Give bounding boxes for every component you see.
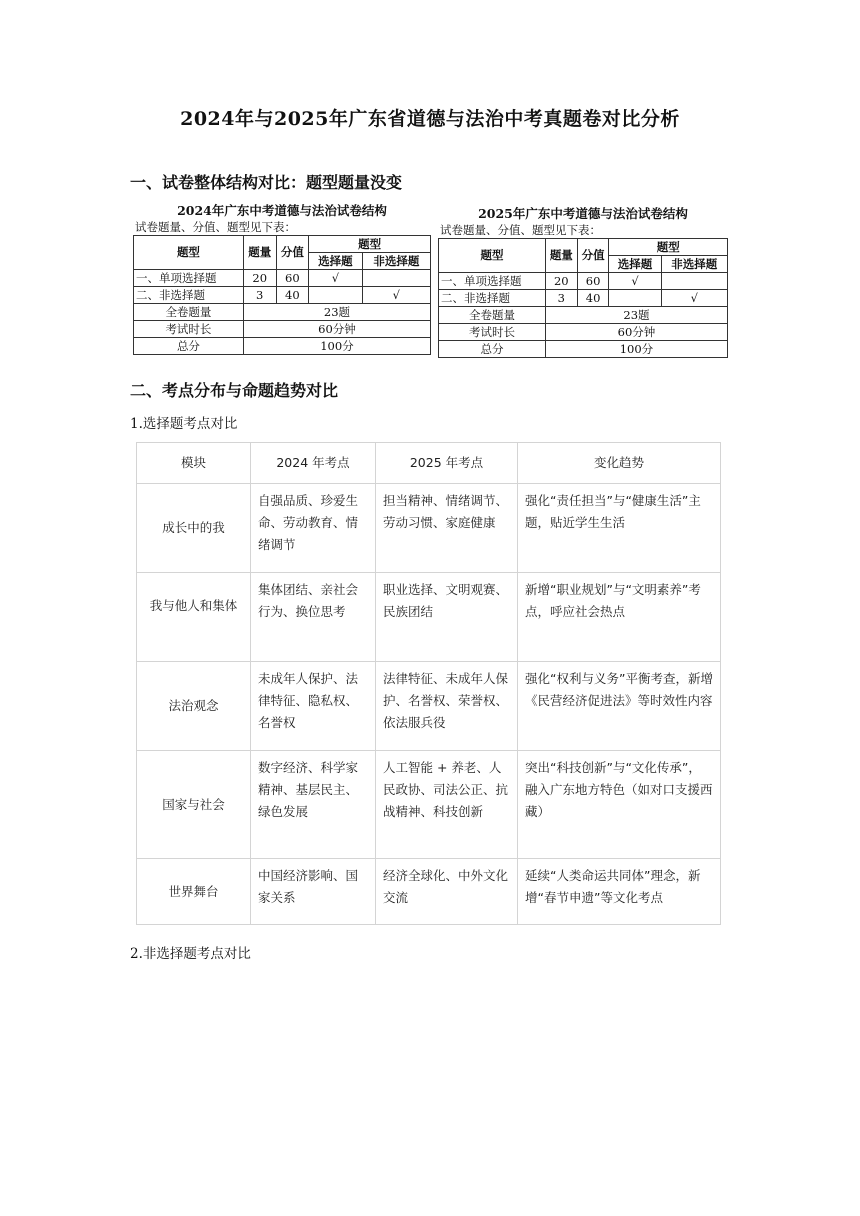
structure-title: 2024年广东中考道德与法治试卷结构 [177, 203, 387, 218]
points-2024-cell: 数字经济、科学家精神、基层民主、绿色发展 [251, 751, 376, 859]
col-group: 题型 [309, 236, 431, 253]
structure-note: 试卷题量、分值、题型见下表： [135, 220, 296, 234]
col-type: 题型 [439, 239, 546, 273]
row-count: 20 [243, 270, 276, 287]
points-2025-cell: 担当精神、情绪调节、劳动习惯、家庭健康 [376, 484, 518, 573]
module-cell: 世界舞台 [137, 859, 251, 925]
score-value: 100分 [243, 338, 430, 355]
section-heading-distribution: 二、考点分布与命题趋势对比 [130, 381, 339, 400]
table-row [439, 290, 728, 307]
structure-2025 [438, 205, 728, 358]
time-label: 考试时长 [134, 321, 244, 338]
points-2024-cell: 未成年人保护、法律特征、隐私权、名誉权 [251, 662, 376, 751]
total-value: 23题 [545, 307, 727, 324]
header-module: 模块 [137, 443, 251, 484]
col-choice: 选择题 [609, 256, 661, 273]
row-score: 40 [577, 290, 609, 307]
trend-cell: 延续“人类命运共同体”理念，新增“春节申遗”等文化考点 [518, 859, 721, 925]
row-name: 一、单项选择题 [439, 273, 546, 290]
row-choice: √ [309, 270, 362, 287]
time-value: 60分钟 [545, 324, 727, 341]
points-2024-cell: 自强品质、珍爱生命、劳动教育、情绪调节 [251, 484, 376, 573]
row-choice [609, 290, 661, 307]
row-score: 60 [577, 273, 609, 290]
row-nonchoice: √ [362, 287, 430, 304]
structure-2024 [133, 202, 431, 355]
points-2025-cell: 经济全球化、中外文化交流 [376, 859, 518, 925]
trend-cell: 突出“科技创新”与“文化传承”，融入广东地方特色（如对口支援西藏） [518, 751, 721, 859]
score-label: 总分 [439, 341, 546, 358]
trend-cell: 强化“权利与义务”平衡考查，新增《民营经济促进法》等时效性内容 [518, 662, 721, 751]
table-row [134, 287, 431, 304]
module-cell: 法治观念 [137, 662, 251, 751]
trend-cell: 强化“责任担当”与“健康生活”主题，贴近学生生活 [518, 484, 721, 573]
col-count: 题量 [243, 236, 276, 270]
points-2024-cell: 集体团结、亲社会行为、换位思考 [251, 573, 376, 662]
row-choice [309, 287, 362, 304]
comparison-table [136, 442, 721, 925]
row-nonchoice [661, 273, 728, 290]
points-2025-cell: 职业选择、文明观赛、民族团结 [376, 573, 518, 662]
row-count: 3 [243, 287, 276, 304]
points-2025-cell: 人工智能 + 养老、人民政协、司法公正、抗战精神、科技创新 [376, 751, 518, 859]
structure-table [133, 235, 431, 355]
total-label: 全卷题量 [439, 307, 546, 324]
row-nonchoice [362, 270, 430, 287]
table-row [137, 573, 721, 662]
row-name: 一、单项选择题 [134, 270, 244, 287]
score-label: 总分 [134, 338, 244, 355]
col-nonchoice: 非选择题 [661, 256, 728, 273]
col-count: 题量 [545, 239, 577, 273]
points-2025-cell: 法律特征、未成年人保护、名誉权、荣誉权、依法服兵役 [376, 662, 518, 751]
table-row [137, 751, 721, 859]
row-name: 二、非选择题 [439, 290, 546, 307]
table-row [137, 484, 721, 573]
header-trend: 变化趋势 [518, 443, 721, 484]
structure-title: 2025年广东中考道德与法治试卷结构 [478, 206, 688, 221]
time-label: 考试时长 [439, 324, 546, 341]
row-count: 3 [545, 290, 577, 307]
table-row [137, 859, 721, 925]
col-nonchoice: 非选择题 [362, 253, 430, 270]
structure-note: 试卷题量、分值、题型见下表： [440, 223, 601, 237]
col-score: 分值 [276, 236, 309, 270]
total-value: 23题 [243, 304, 430, 321]
col-choice: 选择题 [309, 253, 362, 270]
header-2024: 2024 年考点 [251, 443, 376, 484]
row-nonchoice: √ [661, 290, 728, 307]
table-row [137, 662, 721, 751]
subheading-choice: 1.选择题考点对比 [130, 416, 238, 432]
row-choice: √ [609, 273, 661, 290]
header-2025: 2025 年考点 [376, 443, 518, 484]
module-cell: 国家与社会 [137, 751, 251, 859]
page-title: 2024年与2025年广东省道德与法治中考真题卷对比分析 [180, 108, 680, 130]
row-name: 二、非选择题 [134, 287, 244, 304]
trend-cell: 新增“职业规划”与“文明素养”考点，呼应社会热点 [518, 573, 721, 662]
table-row [134, 270, 431, 287]
table-row [439, 273, 728, 290]
row-count: 20 [545, 273, 577, 290]
module-cell: 我与他人和集体 [137, 573, 251, 662]
subheading-nonchoice: 2.非选择题考点对比 [130, 946, 251, 962]
structure-table [438, 238, 728, 358]
row-score: 60 [276, 270, 309, 287]
time-value: 60分钟 [243, 321, 430, 338]
col-type: 题型 [134, 236, 244, 270]
row-score: 40 [276, 287, 309, 304]
col-score: 分值 [577, 239, 609, 273]
module-cell: 成长中的我 [137, 484, 251, 573]
score-value: 100分 [545, 341, 727, 358]
section-heading-structure: 一、试卷整体结构对比：题型题量没变 [130, 173, 403, 192]
col-group: 题型 [609, 239, 728, 256]
points-2024-cell: 中国经济影响、国家关系 [251, 859, 376, 925]
total-label: 全卷题量 [134, 304, 244, 321]
